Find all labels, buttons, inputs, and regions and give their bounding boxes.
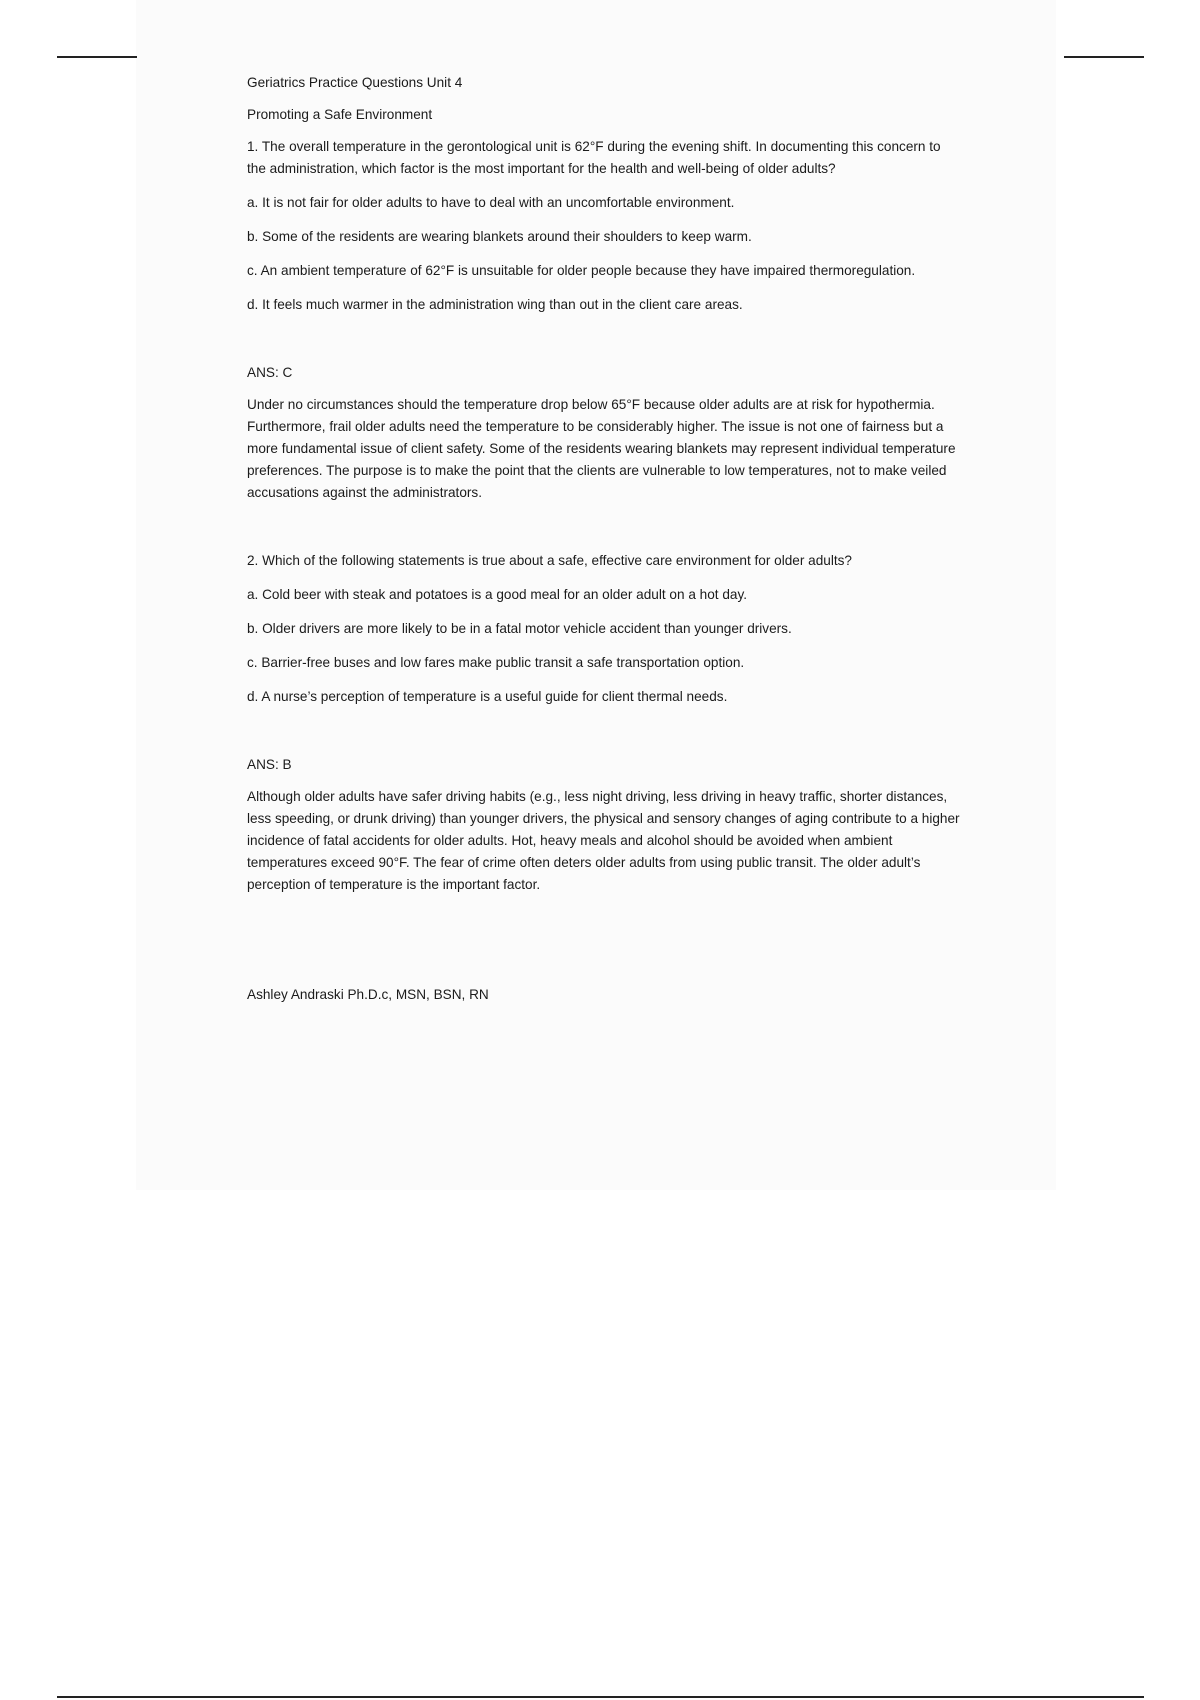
bottom-rule bbox=[57, 1696, 1144, 1698]
question-stem: 2. Which of the following statements is true about a safe, effective care environment for older adults? bbox=[247, 553, 852, 568]
author-signature-line: Ashley Andraski Ph.D.c, MSN, BSN, RN bbox=[247, 987, 489, 1002]
top-left-rule bbox=[57, 56, 137, 58]
answer-option-b: b. Some of the residents are wearing blankets around their shoulders to keep warm. bbox=[247, 229, 752, 244]
document-subtitle: Promoting a Safe Environment bbox=[247, 107, 433, 122]
document-title: Geriatrics Practice Questions Unit 4 bbox=[247, 75, 463, 90]
answer-option-a: a. It is not fair for older adults to have to deal with an uncomfortable environment. bbox=[247, 195, 735, 210]
question-stem: 1. The overall temperature in the gerontological unit is 62°F during the evening shift. In documenting this concern to the administration, which factor is the most important for the health and well-being of older adults? bbox=[247, 139, 941, 176]
answer-rationale: Under no circumstances should the temperature drop below 65°F because older adults are at risk for hypothermia. Furthermore, frail older adults need the temperature to be considerably higher. The issue is not one of fairness but a more fundamental issue of client safety. Some of the residents wearing blankets may represent individual temperature preferences. The purpose is to make the point that the clients are vulnerable to low temperatures, not to make veiled accusations against the administrators. bbox=[247, 397, 956, 500]
answer-option-a: a. Cold beer with steak and potatoes is a good meal for an older adult on a hot day. bbox=[247, 587, 748, 602]
document-body bbox=[247, 72, 962, 1006]
answer-option-c: c. Barrier-free buses and low fares make public transit a safe transportation option. bbox=[247, 655, 745, 670]
answer-option-b: b. Older drivers are more likely to be in a fatal motor vehicle accident than younger drivers. bbox=[247, 621, 792, 636]
answer-option-d: d. A nurse’s perception of temperature is a useful guide for client thermal needs. bbox=[247, 689, 728, 704]
question-1 bbox=[247, 136, 962, 504]
answer-option-d: d. It feels much warmer in the administration wing than out in the client care areas. bbox=[247, 297, 743, 312]
answer-key: ANS: C bbox=[247, 365, 293, 380]
question-2 bbox=[247, 550, 962, 896]
answer-rationale: Although older adults have safer driving habits (e.g., less night driving, less driving in heavy traffic, shorter distances, less speeding, or drunk driving) than younger drivers, the physical and sensory changes of aging contribute to a higher incidence of fatal accidents for older adults. Hot, heavy meals and alcohol should be avoided when ambient temperatures exceed 90°F. The fear of crime often deters older adults from using public transit. The older adult’s perception of temperature is the important factor. bbox=[247, 789, 960, 892]
answer-key: ANS: B bbox=[247, 757, 292, 772]
top-right-rule bbox=[1064, 56, 1144, 58]
answer-option-c: c. An ambient temperature of 62°F is unsuitable for older people because they have impaired thermoregulation. bbox=[247, 263, 916, 278]
